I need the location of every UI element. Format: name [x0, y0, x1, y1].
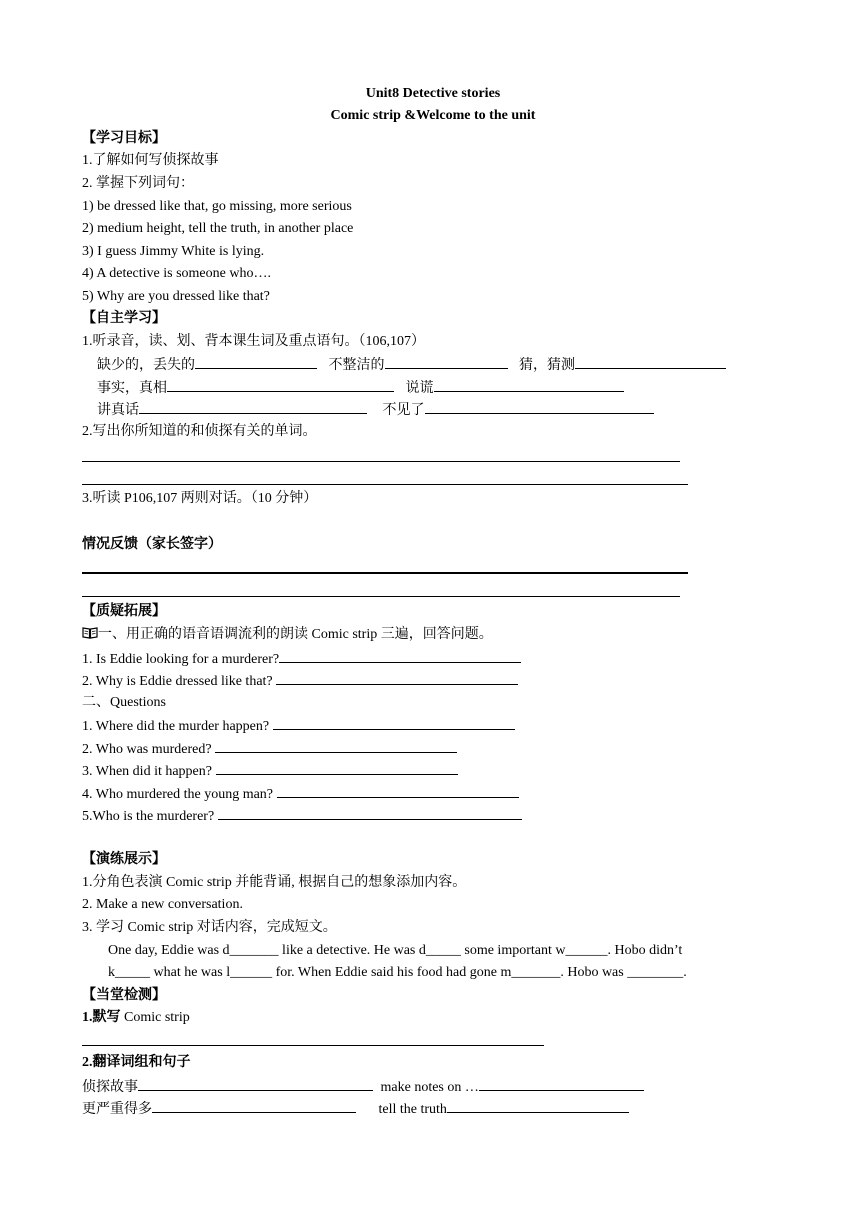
questions-heading: 二、Questions — [82, 695, 166, 710]
goals-heading: 【学习目标】 — [82, 131, 166, 146]
self-study-task1: 1.听录音，读、划、背本课生词及重点语句。（106,107） — [82, 334, 425, 349]
translate-prompt: 侦探故事 — [82, 1080, 138, 1095]
cloze-passage-line: k_____ what he was l______ for. When Eddie said his food had gone m_______. Hobo was ________. — [108, 965, 687, 980]
goal-item: 4) A detective is someone who…. — [82, 266, 271, 281]
goal-item: 2. 掌握下列词句： — [82, 176, 194, 191]
question-text: 5.Who is the murderer? — [82, 809, 218, 824]
question-text: 1. Where did the murder happen? — [82, 719, 273, 734]
question-row — [82, 806, 522, 826]
answer-line[interactable] — [82, 484, 688, 485]
vocab-row-1 — [97, 355, 726, 375]
practice-item: 1.分角色表演 Comic strip 并能背诵, 根据自己的想象添加内容。 — [82, 875, 467, 890]
answer-line[interactable] — [82, 461, 680, 462]
answer-blank[interactable] — [215, 739, 457, 753]
question-text: 1. Is Eddie looking for a murderer? — [82, 652, 280, 667]
translate-heading: 2.翻译词组和句子 — [82, 1055, 191, 1070]
question-row — [82, 649, 521, 669]
translate-prompt: make notes on … — [380, 1080, 479, 1095]
answer-blank[interactable] — [277, 784, 519, 798]
signature-line[interactable] — [82, 572, 688, 574]
translate-row — [82, 1077, 644, 1097]
question-row — [82, 716, 515, 736]
question-text: 4. Who murdered the young man? — [82, 787, 277, 802]
translate-blank[interactable] — [152, 1099, 356, 1113]
translate-blank[interactable] — [447, 1099, 629, 1113]
page-subtitle: Comic strip &Welcome to the unit — [330, 108, 536, 123]
question-text: 2. Why is Eddie dressed like that? — [82, 674, 277, 689]
question-row — [82, 671, 518, 691]
vocab-guess-label: 猜，猜测 — [519, 358, 575, 373]
practice-item: 2. Make a new conversation. — [82, 897, 243, 912]
translate-blank[interactable] — [138, 1077, 373, 1091]
answer-blank[interactable] — [279, 649, 521, 663]
vocab-lie-blank[interactable] — [434, 378, 624, 392]
vocab-untidy-blank[interactable] — [385, 355, 508, 369]
translate-prompt: tell the truth — [378, 1102, 447, 1117]
extension-heading: 【质疑拓展】 — [82, 604, 166, 619]
extension-part1-text: 一、用正确的语音语调流利的朗读 Comic strip 三遍，回答问题。 — [98, 627, 493, 642]
vocab-truth-blank[interactable] — [167, 378, 394, 392]
question-text: 2. Who was murdered? — [82, 742, 216, 757]
question-row — [82, 739, 457, 759]
self-study-task2: 2.写出你所知道的和侦探有关的单词。 — [82, 424, 317, 439]
vocab-tell-truth-blank[interactable] — [139, 400, 367, 414]
vocab-missing-blank[interactable] — [195, 355, 317, 369]
vocab-row-3 — [97, 400, 654, 420]
question-text: 3. When did it happen? — [82, 764, 216, 779]
self-study-heading: 【自主学习】 — [82, 311, 166, 326]
feedback-label: 情况反馈（家长签字） — [82, 537, 222, 552]
vocab-truth-label: 事实，真相 — [97, 381, 167, 396]
goal-item: 2) medium height, tell the truth, in another place — [82, 221, 354, 236]
vocab-row-2 — [97, 378, 624, 398]
translate-row — [82, 1099, 629, 1119]
vocab-untidy-label: 不整洁的 — [328, 358, 385, 373]
question-row — [82, 784, 519, 804]
vocab-disappear-label: 不见了 — [382, 403, 425, 418]
question-row — [82, 761, 458, 781]
translate-prompt: 更严重得多 — [82, 1102, 152, 1117]
dictation-number: 1.默写 — [82, 1010, 121, 1025]
book-icon — [82, 626, 98, 639]
practice-item: 3. 学习 Comic strip 对话内容，完成短文。 — [82, 920, 337, 935]
dictation-text: Comic strip — [120, 1010, 190, 1025]
goal-item: 5) Why are you dressed like that? — [82, 289, 270, 304]
answer-blank[interactable] — [276, 671, 518, 685]
vocab-lie-label: 说谎 — [405, 381, 434, 396]
cloze-passage-line: One day, Eddie was d_______ like a detective. He was d_____ some important w______. Hobo didn’t — [108, 943, 683, 958]
practice-heading: 【演练展示】 — [82, 852, 166, 867]
vocab-disappear-blank[interactable] — [425, 400, 654, 414]
self-study-task3: 3.听读 P106,107 两则对话。（10 分钟） — [82, 491, 318, 506]
answer-blank[interactable] — [273, 716, 515, 730]
answer-blank[interactable] — [216, 761, 458, 775]
vocab-missing-label: 缺少的，丢失的 — [97, 358, 195, 373]
vocab-guess-blank[interactable] — [575, 355, 726, 369]
answer-line[interactable] — [82, 596, 680, 597]
extension-part1 — [82, 626, 493, 644]
answer-blank[interactable] — [218, 806, 522, 820]
page-title: Unit8 Detective stories — [365, 86, 501, 101]
goal-item: 1) be dressed like that, go missing, more serious — [82, 199, 352, 214]
translate-blank[interactable] — [479, 1077, 644, 1091]
check-heading: 【当堂检测】 — [82, 988, 166, 1003]
goal-item: 1.了解如何写侦探故事 — [82, 153, 219, 168]
goal-item: 3) I guess Jimmy White is lying. — [82, 244, 265, 259]
dictation-answer-line[interactable] — [82, 1045, 544, 1046]
vocab-tell-truth-label: 讲真话 — [97, 403, 139, 418]
dictation-item — [82, 1009, 190, 1027]
